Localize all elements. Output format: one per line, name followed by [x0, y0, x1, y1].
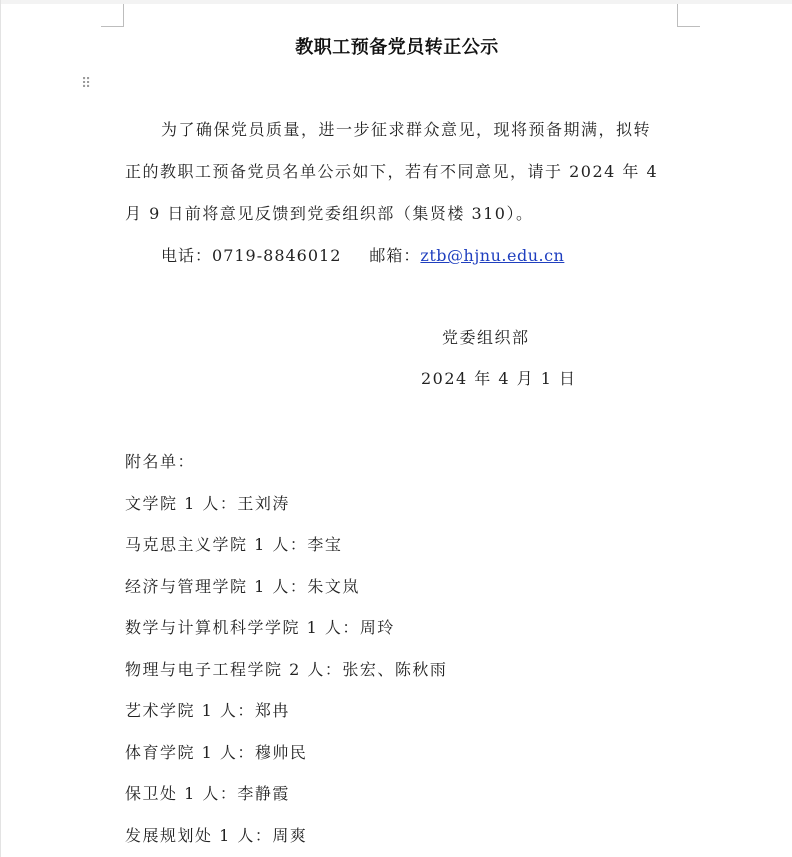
signature-org: 党委组织部: [442, 328, 530, 347]
email-label: 邮箱：: [369, 246, 421, 265]
body-line-3: 月 9 日前将意见反馈到党委组织部（集贤楼 310）。: [125, 204, 534, 223]
list-heading: 附名单：: [125, 452, 196, 471]
document-title: 教职工预备党员转正公示: [295, 37, 499, 58]
list-item: 经济与管理学院 1 人：朱文岚: [125, 576, 360, 596]
list-item: 艺术学院 1 人：郑冉: [125, 701, 290, 720]
drag-handle-icon[interactable]: ⠿: [81, 76, 91, 92]
list-item: 体育学院 1 人：穆帅民: [125, 742, 308, 762]
body-line-1-text: 为了确保党员质量，进一步征求群众意见，现将预备期满，拟转: [161, 120, 652, 139]
phone-label: 电话：: [161, 246, 213, 265]
list-item: 马克思主义学院 1 人：李宝: [125, 535, 343, 554]
list-item: 文学院 1 人：王刘涛: [125, 493, 290, 513]
body-line-1: [125, 109, 681, 151]
phone-value: 0719-8846012: [212, 246, 342, 265]
nominee-list: [125, 441, 447, 856]
list-item: 保卫处 1 人：李静霞: [125, 784, 290, 803]
list-item: 发展规划处 1 人：周爽: [125, 825, 308, 845]
email-link[interactable]: ztb@hjnu.edu.cn: [420, 246, 565, 265]
contact-line: [161, 235, 564, 277]
signature-date: 2024 年 4 月 1 日: [421, 369, 577, 388]
list-item: 物理与电子工程学院 2 人：张宏、陈秋雨: [125, 659, 448, 679]
margin-corner-top-left: [101, 4, 124, 27]
body-line-2: 正的教职工预备党员名单公示如下，若有不同意见，请于 2024 年 4: [125, 162, 659, 181]
margin-corner-top-right: [677, 4, 700, 27]
list-item: 数学与计算机科学学院 1 人：周玲: [125, 618, 395, 637]
